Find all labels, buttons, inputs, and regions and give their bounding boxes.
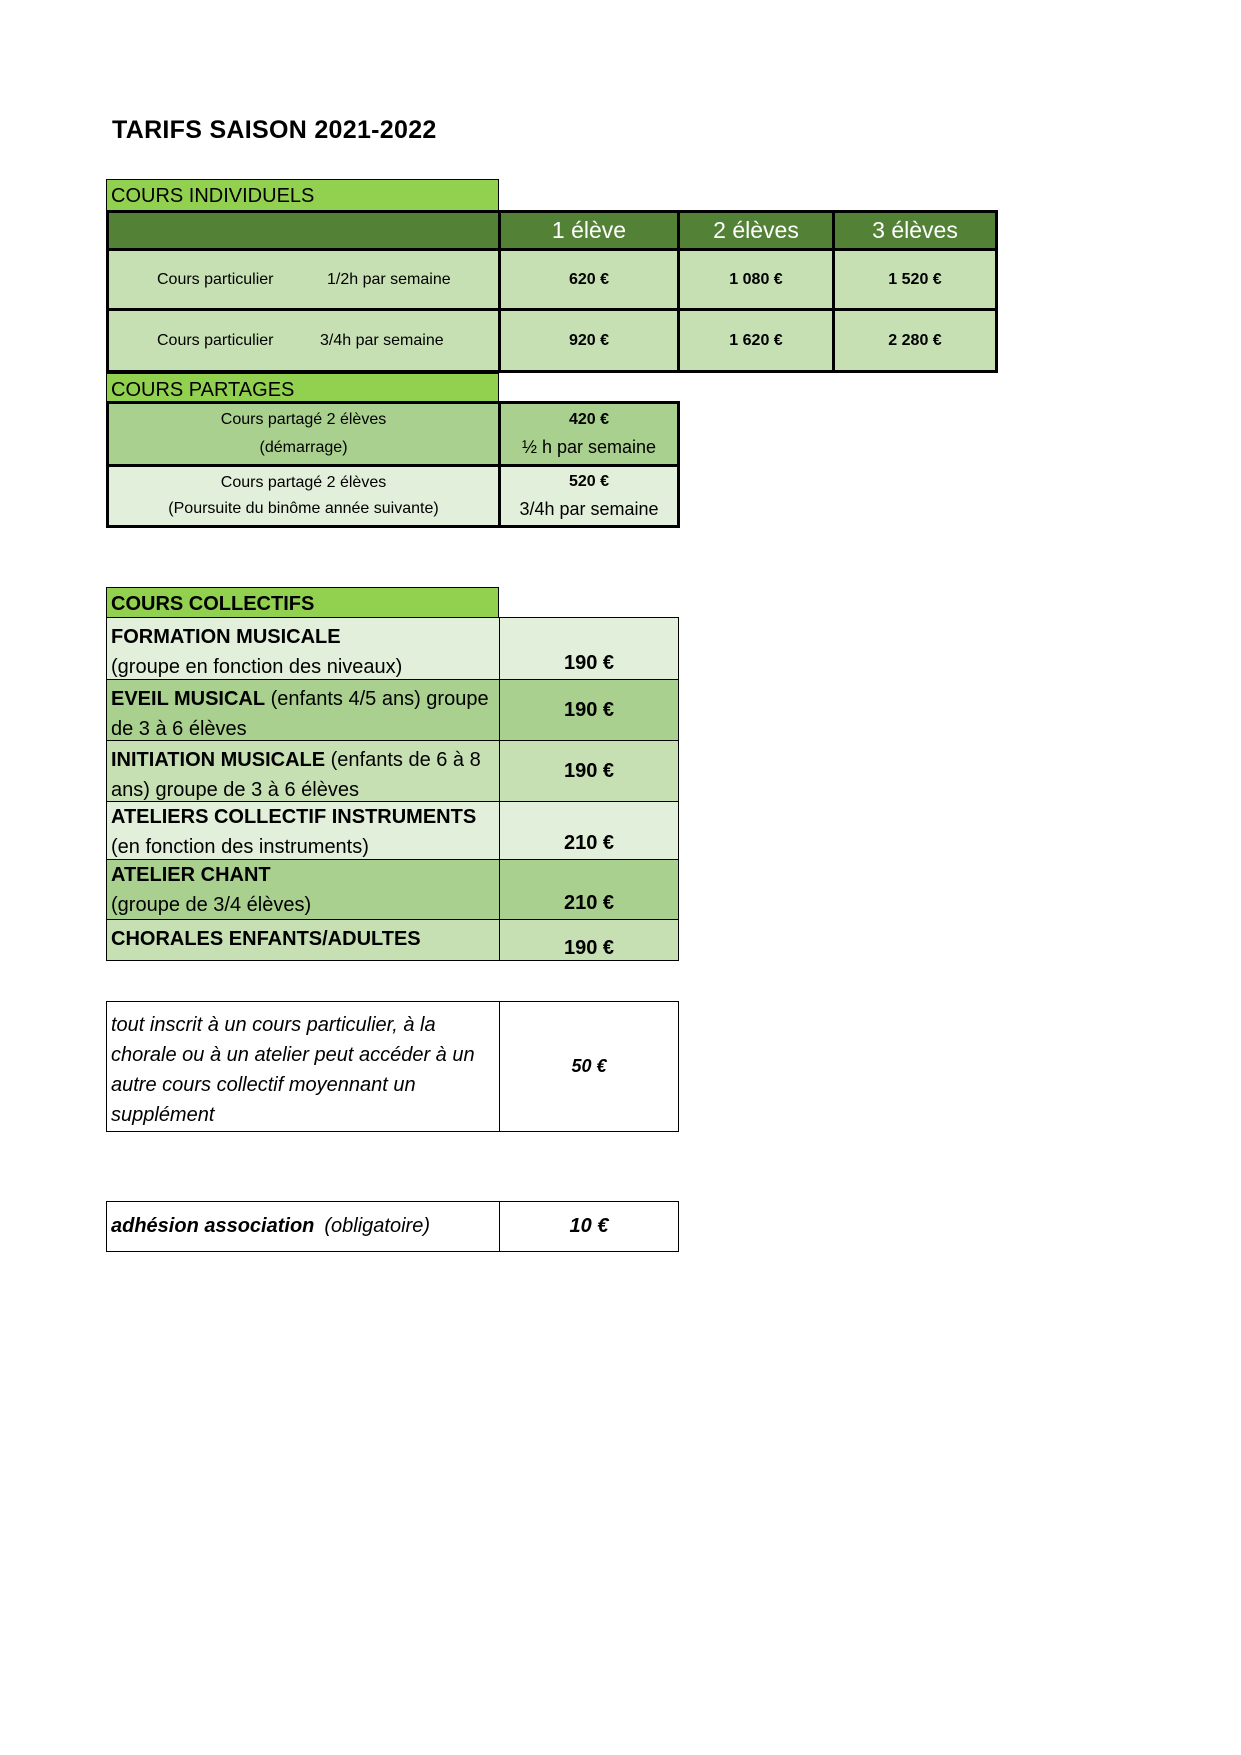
course-name: INITIATION MUSICALE: [111, 749, 326, 771]
supplement-line: supplément: [111, 1104, 215, 1126]
collective-course-label: [106, 859, 500, 920]
course-details: ans) groupe de 3 à 6 élèves: [111, 779, 359, 801]
column-header-1-eleve: 1 élève: [498, 210, 680, 251]
supplement-description: [106, 1001, 500, 1132]
supplement-line: tout inscrit à un cours particulier, à la: [111, 1014, 436, 1036]
course-details-inline: (enfants de 6 à 8: [325, 749, 481, 771]
course-name: CHORALES ENFANTS/ADULTES: [111, 928, 421, 950]
page-title: TARIFS SAISON 2021-2022: [112, 116, 437, 144]
price-cell: 1 080 €: [677, 248, 835, 311]
adhesion-label: [106, 1201, 500, 1252]
column-header-3-eleves: 3 élèves: [832, 210, 998, 251]
course-duration: 1/2h par semaine: [327, 270, 451, 288]
section-heading-partages: COURS PARTAGES: [106, 373, 499, 403]
price-cell: [498, 401, 680, 467]
table-header-blank: [106, 210, 501, 251]
shared-frequency: ½ h par semaine: [521, 436, 657, 457]
price-cell: 190 €: [499, 617, 679, 680]
course-name: ATELIER CHANT: [111, 864, 271, 886]
price-cell: 620 €: [498, 248, 680, 311]
course-details: de 3 à 6 élèves: [111, 718, 247, 740]
collective-course-label: [106, 679, 500, 741]
course-label: Cours particulier: [157, 270, 274, 288]
table-row-label: [106, 248, 501, 311]
course-name: FORMATION MUSICALE: [111, 626, 341, 648]
shared-frequency: 3/4h par semaine: [519, 498, 659, 519]
table-row-label: [106, 464, 501, 528]
shared-course-label: Cours partagé 2 élèves: [220, 474, 387, 491]
price-cell: 920 €: [498, 308, 680, 373]
shared-price: 420 €: [568, 410, 610, 428]
course-name: ATELIERS COLLECTIF INSTRUMENTS: [111, 806, 477, 828]
price-cell: 190 €: [499, 679, 679, 741]
collective-course-label: [106, 617, 500, 680]
course-details: (groupe de 3/4 élèves): [111, 894, 312, 916]
price-cell: 190 €: [499, 919, 679, 961]
course-details: (en fonction des instruments): [111, 836, 369, 858]
course-duration: 3/4h par semaine: [320, 331, 444, 349]
adhesion-price: 10 €: [499, 1201, 679, 1252]
shared-price: 520 €: [568, 472, 610, 490]
price-cell: 1 520 €: [832, 248, 998, 311]
price-cell: 1 620 €: [677, 308, 835, 373]
table-row-label: [106, 401, 501, 467]
price-cell: 190 €: [499, 740, 679, 802]
collective-course-label: [106, 801, 500, 860]
supplement-price: 50 €: [499, 1001, 679, 1132]
price-cell: 210 €: [499, 801, 679, 860]
section-heading-individuels: COURS INDIVIDUELS: [106, 179, 499, 211]
shared-course-label: Cours partagé 2 élèves: [220, 411, 387, 428]
shared-course-note: (Poursuite du binôme année suivante): [168, 500, 439, 517]
column-header-2-eleves: 2 élèves: [677, 210, 835, 251]
table-row-label: [106, 308, 501, 373]
collective-course-label: [106, 919, 500, 961]
price-cell: [498, 464, 680, 528]
shared-course-note: (démarrage): [259, 439, 348, 456]
price-cell: 2 280 €: [832, 308, 998, 373]
adhesion-note: (obligatoire): [324, 1215, 430, 1237]
adhesion-title: adhésion association: [111, 1215, 315, 1237]
course-details: (groupe en fonction des niveaux): [111, 656, 403, 678]
course-label: Cours particulier: [157, 331, 274, 349]
price-cell: 210 €: [499, 859, 679, 920]
course-details-inline: (enfants 4/5 ans) groupe: [265, 688, 489, 710]
section-heading-collectifs: COURS COLLECTIFS: [106, 587, 499, 618]
collective-course-label: [106, 740, 500, 802]
supplement-line: chorale ou à un atelier peut accéder à un: [111, 1044, 475, 1066]
supplement-line: autre cours collectif moyennant un: [111, 1074, 416, 1096]
course-name: EVEIL MUSICAL: [111, 688, 266, 710]
